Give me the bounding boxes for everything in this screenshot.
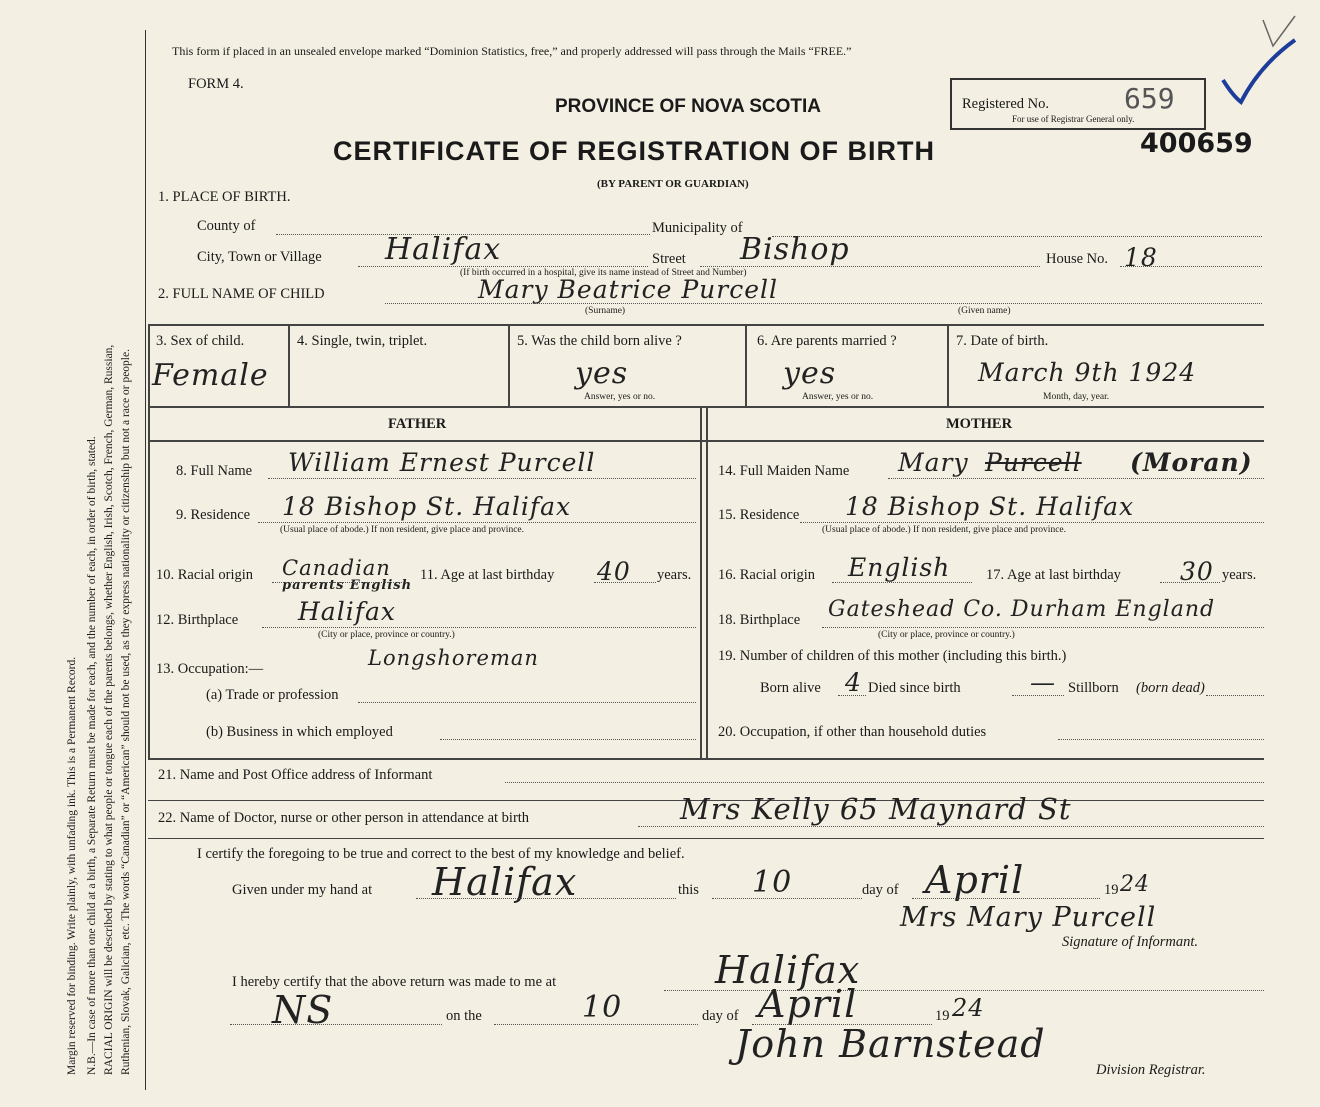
stillborn-note: (born dead) (1136, 680, 1205, 696)
father-racial-correction: parents English (282, 578, 413, 593)
registration-number: 659 (1124, 82, 1175, 115)
stillborn-line (1206, 695, 1264, 696)
given-day-label: day of (862, 882, 899, 898)
father-racial-line (272, 582, 404, 583)
on-the-label: on the (446, 1008, 482, 1024)
city-value: Halifax (385, 232, 502, 267)
died-value: — (1030, 668, 1056, 697)
stillborn-label: Stillborn (1068, 680, 1119, 696)
stamped-number: 400659 (1140, 128, 1253, 159)
city-line (358, 266, 648, 267)
check-mark-icon (1215, 10, 1305, 110)
father-occupation-label: 13. Occupation:— (156, 661, 264, 677)
margin-rule (145, 30, 146, 1090)
given-year-suffix: 24 (1120, 872, 1150, 897)
father-residence-note: (Usual place of abode.) If non resident, give place and province. (280, 525, 524, 535)
mother-heading: MOTHER (946, 416, 1013, 432)
mother-name-value: Mary (898, 448, 969, 477)
father-name-line (268, 478, 696, 479)
multiple-label: 4. Single, twin, triplet. (297, 333, 428, 349)
registrar-place-cont: NS (272, 988, 334, 1032)
given-name-note: (Given name) (958, 306, 1011, 316)
given-place-value: Halifax (432, 860, 578, 904)
dob-value: March 9th 1924 (978, 358, 1197, 387)
margin-note-racial-1: RACIAL ORIGIN will be described by stating to what people or tongue each of the parents belongs, whether English, Irish, Scotch, French, German, Russian, (103, 344, 115, 1075)
dob-note: Month, day, year. (1043, 392, 1110, 402)
page-subtitle: (BY PARENT OR GUARDIAN) (597, 178, 749, 190)
divider (745, 324, 747, 406)
divider (148, 406, 150, 758)
father-birthplace-value: Halifax (298, 597, 396, 626)
mother-birthplace-note: (City or place, province or country.) (878, 630, 1015, 640)
mother-residence-line (800, 522, 1264, 523)
page-title: CERTIFICATE OF REGISTRATION OF BIRTH (333, 136, 935, 166)
surname-note: (Surname) (585, 306, 626, 316)
born-alive-label: Born alive (760, 680, 821, 696)
registrar-day-label: day of (702, 1008, 739, 1024)
registration-note: For use of Registrar General only. (1012, 114, 1135, 124)
married-note: Answer, yes or no. (802, 392, 874, 402)
sex-value: Female (152, 358, 269, 393)
mother-birthplace-label: 18. Birthplace (718, 612, 801, 628)
municipality-label: Municipality of (652, 220, 743, 236)
doctor-line (638, 826, 1264, 827)
given-label: Given under my hand at (232, 882, 373, 898)
mother-age-value: 30 (1180, 557, 1214, 586)
divider (508, 324, 510, 406)
father-birthplace-label: 12. Birthplace (156, 612, 239, 628)
divider (947, 324, 949, 406)
father-age-label: 11. Age at last birthday (420, 567, 555, 583)
this-label: this (678, 882, 699, 898)
given-place-line (416, 898, 676, 899)
given-day-value: 10 (752, 865, 793, 900)
father-birthplace-note: (City or place, province or country.) (318, 630, 455, 640)
mother-name-line (888, 478, 1264, 479)
street-label: Street (652, 251, 686, 267)
mother-age-unit: years. (1222, 567, 1257, 583)
father-trade-line (358, 702, 696, 703)
mail-notice: This form if placed in an unsealed envelope marked “Dominion Statistics, free,” and properly addressed will pass through the Mails “FREE.” (172, 44, 852, 58)
house-value: 18 (1124, 243, 1158, 272)
mother-name-corrected: (Moran) (1130, 448, 1253, 477)
registrar-day-value: 10 (582, 990, 623, 1025)
registrar-place-value: Halifax (715, 948, 861, 992)
street-line (700, 266, 1040, 267)
registrar-month-value: April (758, 982, 858, 1026)
father-racial-value: Canadian (282, 556, 391, 580)
father-heading: FATHER (388, 416, 447, 432)
certification-statement: I certify the foregoing to be true and correct to the best of my knowledge and belief. (197, 846, 685, 862)
married-value: yes (783, 356, 837, 391)
divider (288, 324, 290, 406)
divider (148, 838, 1264, 839)
registrar-place-cont-line (230, 1024, 442, 1025)
informant-signature-label: Signature of Informant. (1062, 934, 1199, 950)
registration-label: Registered No. (962, 96, 1049, 112)
divider (148, 324, 1264, 326)
registrar-year-suffix: 24 (952, 994, 985, 1022)
father-residence-label: 9. Residence (176, 507, 251, 523)
mother-residence-value: 18 Bishop St. Halifax (845, 492, 1135, 521)
street-value: Bishop (740, 232, 850, 267)
father-name-label: 8. Full Name (176, 463, 253, 479)
registrar-day-line (494, 1024, 698, 1025)
father-business-label: (b) Business in which employed (206, 724, 393, 740)
mother-racial-value: English (848, 553, 951, 582)
mother-residence-note: (Usual place of abode.) If non resident, give place and province. (822, 525, 1066, 535)
given-month-value: April (925, 858, 1025, 902)
mother-birthplace-line (822, 627, 1264, 628)
mother-name-struck: Purcell (985, 448, 1082, 477)
margin-note-racial-2: Ruthenian, Slovak, Galician, etc. The words “Canadian” or “American” should not be used, as they express nationality or citizenship but not a race or people. (120, 349, 132, 1075)
margin-note-binding: Margin reserved for binding. Write plainly, with unfading ink. This is a Permanent Record. (66, 656, 78, 1075)
province-heading: PROVINCE OF NOVA SCOTIA (555, 96, 822, 117)
registrar-place-line (664, 990, 1264, 991)
county-label: County of (197, 218, 256, 234)
hospital-note: (If birth occurred in a hospital, give its name instead of Street and Number) (460, 268, 747, 278)
father-age-unit: years. (657, 567, 692, 583)
mother-name-label: 14. Full Maiden Name (718, 463, 850, 479)
mother-racial-line (832, 582, 972, 583)
place-of-birth-heading: 1. PLACE OF BIRTH. (158, 189, 291, 205)
doctor-label: 22. Name of Doctor, nurse or other person in attendance at birth (158, 810, 530, 826)
father-occupation-value: Longshoreman (368, 646, 539, 670)
child-name-line (385, 303, 1262, 304)
registrar-signature: John Barnstead (735, 1022, 1046, 1066)
registrar-year-prefix: 19 (935, 1008, 950, 1024)
city-label: City, Town or Village (197, 249, 322, 265)
father-trade-label: (a) Trade or profession (206, 687, 339, 703)
died-label: Died since birth (868, 680, 961, 696)
given-month-line (912, 898, 1100, 899)
house-label: House No. (1046, 251, 1109, 267)
father-name-value: William Ernest Purcell (288, 448, 596, 477)
registration-box (950, 78, 1206, 130)
form-number: FORM 4. (188, 76, 244, 92)
married-label: 6. Are parents married ? (757, 333, 897, 349)
informant-label: 21. Name and Post Office address of Informant (158, 767, 433, 783)
died-line (1012, 695, 1064, 696)
mother-racial-label: 16. Racial origin (718, 567, 816, 583)
father-residence-value: 18 Bishop St. Halifax (282, 492, 572, 521)
doctor-value: Mrs Kelly 65 Maynard St (680, 792, 1072, 826)
child-name-label: 2. FULL NAME OF CHILD (158, 286, 325, 302)
divider (148, 758, 1264, 760)
registrar-statement: I hereby certify that the above return was made to me at (232, 974, 557, 990)
father-age-line (594, 582, 656, 583)
mother-birthplace-value: Gateshead Co. Durham England (828, 597, 1216, 622)
alive-value: yes (575, 356, 629, 391)
dob-label: 7. Date of birth. (956, 333, 1049, 349)
alive-note: Answer, yes or no. (584, 392, 656, 402)
child-name-value: Mary Beatrice Purcell (478, 275, 778, 304)
mother-occupation-label: 20. Occupation, if other than household duties (718, 724, 987, 740)
divider (700, 406, 702, 758)
divider (148, 324, 150, 406)
born-alive-value: 4 (845, 668, 862, 697)
registrar-signature-label: Division Registrar. (1096, 1062, 1206, 1078)
alive-label: 5. Was the child born alive ? (517, 333, 682, 349)
father-racial-label: 10. Racial origin (156, 567, 254, 583)
given-day-line (712, 898, 862, 899)
mother-occupation-line (1058, 739, 1264, 740)
informant-line (505, 782, 1264, 783)
father-birthplace-line (262, 627, 696, 628)
mother-age-label: 17. Age at last birthday (986, 567, 1121, 583)
informant-signature: Mrs Mary Purcell (900, 902, 1157, 933)
father-business-line (440, 739, 696, 740)
divider (706, 406, 708, 758)
margin-note-nb: N.B.—In case of more than one child at a birth, a Separate Return must be made for each, and the number of each, in order of birth, stated. (86, 436, 98, 1075)
father-residence-line (258, 522, 696, 523)
sex-label: 3. Sex of child. (156, 333, 245, 349)
mother-residence-label: 15. Residence (718, 507, 800, 523)
mother-age-line (1160, 582, 1220, 583)
father-age-value: 40 (597, 557, 631, 586)
mother-children-label: 19. Number of children of this mother (including this birth.) (718, 648, 1067, 664)
house-line (1120, 266, 1262, 267)
born-alive-line (838, 695, 866, 696)
given-year-prefix: 19 (1104, 882, 1119, 898)
